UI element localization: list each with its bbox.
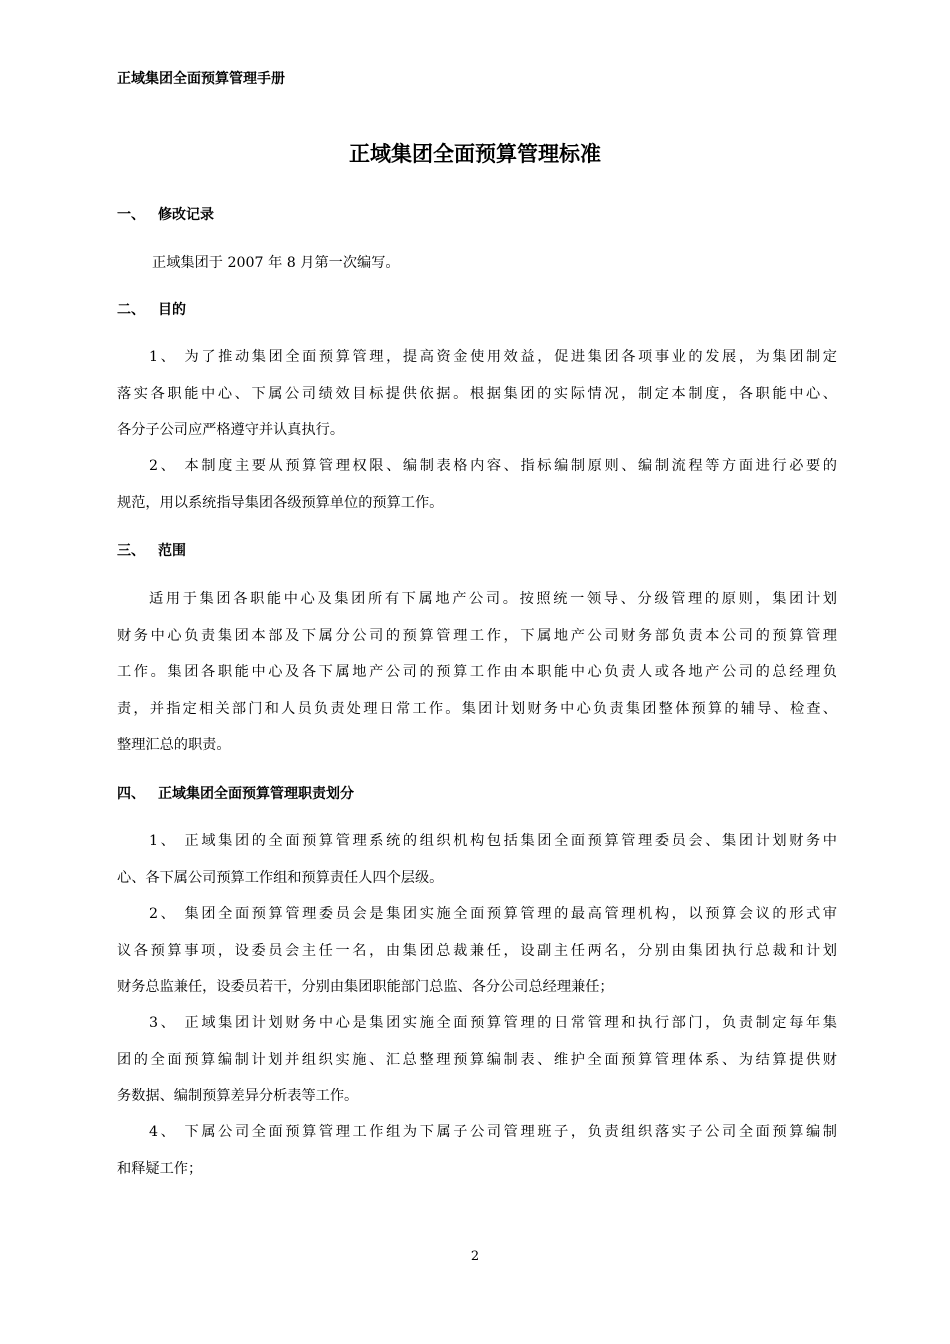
- running-header: 正域集团全面预算管理手册: [117, 71, 285, 87]
- section-heading-responsibilities: [117, 783, 354, 805]
- section-heading-scope: [117, 540, 186, 562]
- paragraph-line: 工作。集团各职能中心及各下属地产公司的预算工作由本职能中心负责人或各地产公司的总经理负: [117, 664, 837, 680]
- section-heading-revision: [117, 204, 214, 226]
- paragraph: [117, 823, 837, 896]
- paragraph: [117, 448, 837, 521]
- paragraph-line: 规范，用以系统指导集团各级预算单位的预算工作。: [117, 494, 444, 511]
- section-title: 正域集团全面预算管理职责划分: [158, 786, 354, 802]
- section-number: 一、: [117, 207, 145, 223]
- paragraph-line: 2、 本制度主要从预算管理权限、编制表格内容、指标编制原则、编制流程等方面进行必要的: [149, 458, 837, 474]
- page-number: 2: [470, 1249, 480, 1264]
- paragraph: [117, 896, 837, 1006]
- paragraph-line: 心、各下属公司预算工作组和预算责任人四个层级。: [117, 869, 444, 886]
- paragraph-line: 正域集团于 2007 年 8 月第一次编写。: [152, 255, 400, 271]
- paragraph: [117, 1005, 837, 1115]
- section-heading-purpose: [117, 299, 186, 321]
- paragraph: [117, 339, 837, 449]
- paragraph-line: 议各预算事项，设委员会主任一名，由集团总裁兼任，设副主任两名，分别由集团执行总裁和计划: [117, 942, 837, 959]
- paragraph-line: 团的全面预算编制计划并组织实施、汇总整理预算编制表、维护全面预算管理体系、为结算提供财: [117, 1051, 837, 1068]
- section-number: 三、: [117, 543, 145, 559]
- section-number: 二、: [117, 302, 145, 318]
- paragraph-line: 财务中心负责集团本部及下属分公司的预算管理工作，下属地产公司财务部负责本公司的预算管理: [117, 627, 837, 644]
- section-title: 目的: [158, 302, 186, 318]
- paragraph-line: 4、 下属公司全面预算管理工作组为下属子公司管理班子，负责组织落实子公司全面预算编制: [149, 1124, 837, 1140]
- document-title: 正域集团全面预算管理标准: [349, 142, 601, 166]
- paragraph-line: 财务总监兼任，设委员若干，分别由集团职能部门总监、各分公司总经理兼任；: [117, 979, 614, 995]
- section-title: 修改记录: [158, 207, 214, 223]
- paragraph: [117, 245, 837, 282]
- paragraph-line: 适用于集团各职能中心及集团所有下属地产公司。按照统一领导、分级管理的原则，集团计划: [149, 591, 837, 607]
- paragraph-line: 责，并指定相关部门和人员负责处理日常工作。集团计划财务中心负责集团整体预算的辅导、检查、: [117, 700, 837, 717]
- paragraph-line: 和释疑工作；: [117, 1160, 203, 1177]
- paragraph-line: 整理汇总的职责。: [117, 737, 231, 753]
- section-title: 范围: [158, 543, 186, 559]
- paragraph-line: 3、 正域集团计划财务中心是集团实施全面预算管理的日常管理和执行部门，负责制定每年集: [149, 1015, 837, 1031]
- paragraph-line: 务数据、编制预算差异分析表等工作。: [117, 1088, 359, 1104]
- paragraph: [117, 581, 837, 764]
- paragraph-line: 1、 为了推动集团全面预算管理，提高资金使用效益，促进集团各项事业的发展，为集团制定: [149, 349, 837, 365]
- paragraph-line: 2、 集团全面预算管理委员会是集团实施全面预算管理的最高管理机构，以预算会议的形式审: [149, 906, 837, 922]
- paragraph: [117, 1114, 837, 1187]
- paragraph-line: 各分子公司应严格遵守并认真执行。: [117, 422, 345, 438]
- paragraph-line: 1、 正域集团的全面预算管理系统的组织机构包括集团全面预算管理委员会、集团计划财务中: [149, 833, 837, 849]
- paragraph-line: 落实各职能中心、下属公司绩效目标提供依据。根据集团的实际情况，制定本制度，各职能中心、: [117, 385, 837, 402]
- section-number: 四、: [117, 786, 145, 802]
